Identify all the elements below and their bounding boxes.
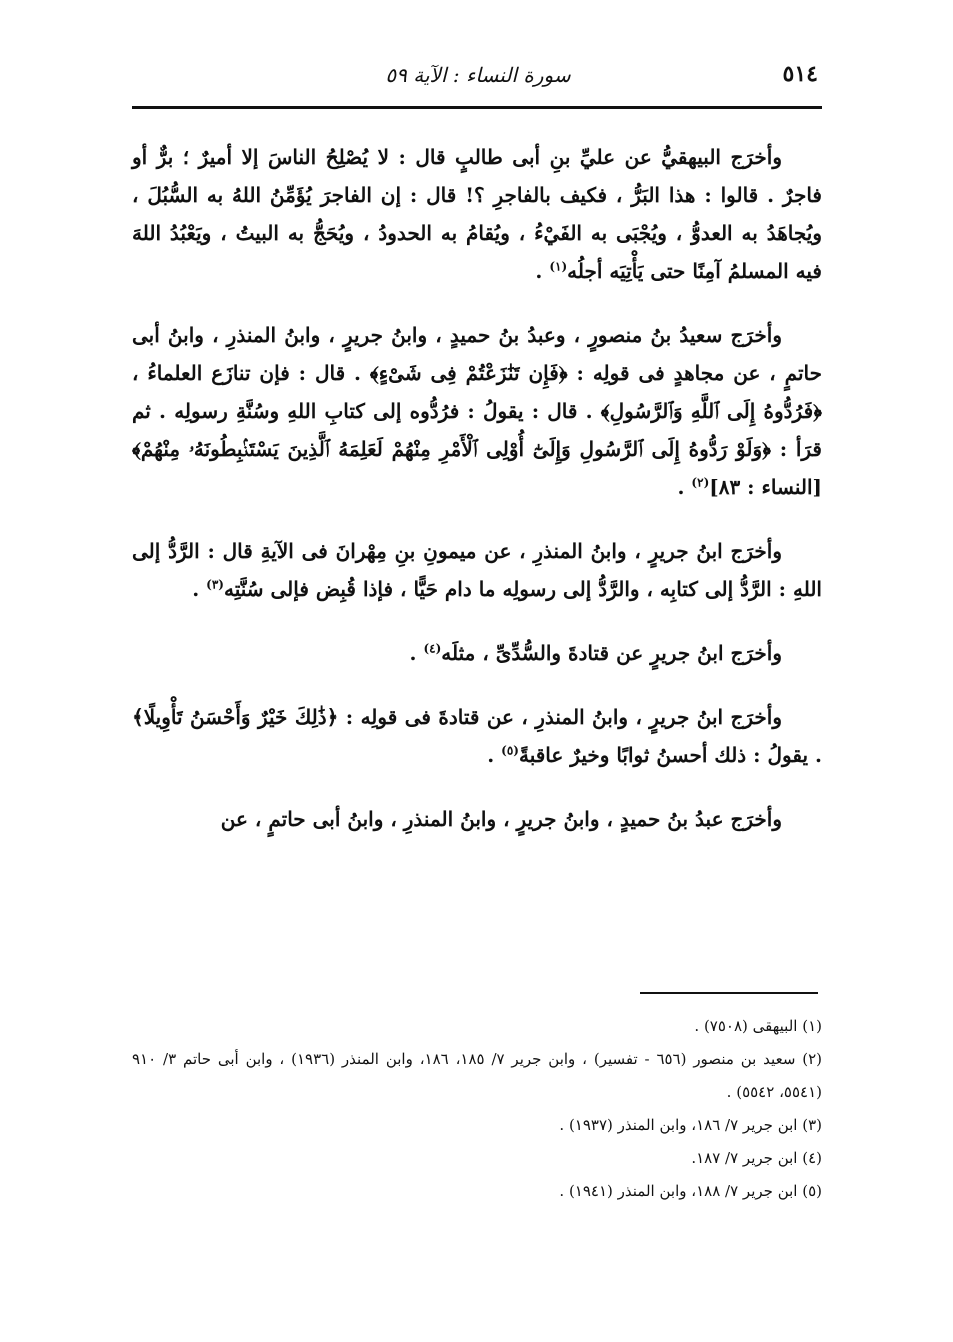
header-rule (132, 106, 822, 109)
footnote-marker: (٢) (691, 475, 710, 490)
footnote: (٤) ابن جرير ٧/ ١٨٧. (691, 1149, 822, 1167)
page-header (138, 55, 818, 99)
paragraph (132, 532, 822, 608)
footnote: (٣) ابن جرير ٧/ ١٨٦، وابن المنذر (١٩٣٧) . (559, 1116, 822, 1134)
paragraph-end: . (409, 641, 424, 665)
paragraph-text: وأخرَج البيهقيُّ عن عليِّ بنِ أبى طالبٍ قال : لا يُصْلِحُ الناسَ إلا أميرٌ ؛ برٌّ أو فاجرٌ . قالوا : هذا البَرُّ ، فكيف بالفاجرِ ؟! قال : إن الفاجرَ يُؤَمِّنُ اللهُ به السُّبُلَ ، ويُجاهَدُ به العدوُّ ، ويُجْبَى به الفَيْءُ ، ويُقامُ به الحدودُ ، ويُحَجُّ به البيتُ ، ويَعْبُدُ اللهَ فيه المسلمُ آمِنًا حتى يَأْتِيَه أجلُه (132, 145, 822, 283)
paragraph-text: وأخرَج سعيدُ بنُ منصورٍ ، وعبدُ بنُ حميدٍ ، وابنُ جريرٍ ، وابنُ المنذرِ ، وابنُ أبى حاتمٍ ، عن مجاهدٍ فى قولِه : ﴿فَإِن تَنَٰزَعْتُمْ فِى شَىْءٍ﴾ . قال : فإن تنازَع العلماءُ ، ﴿فَرُدُّوهُ إِلَى ٱللَّهِ وَٱلرَّسُولِ﴾ . قال : يقولُ : فرُدُّوه إلى كتابِ اللهِ وسُنَّةِ رسولِه . ثم قرَأ : ﴿وَلَوْ رَدُّوهُ إِلَى ٱلرَّسُولِ وَإِلَىٰٓ أُوْلِى ٱلْأَمْرِ مِنْهُمْ لَعَلِمَهُ ٱلَّذِينَ يَسْتَنۢبِطُونَهُۥ مِنْهُمْ﴾ [النساء : ٨٣] (132, 323, 822, 499)
main-text (132, 138, 822, 864)
paragraph-end: . (192, 577, 207, 601)
paragraph (132, 698, 822, 774)
running-title: سورة النساء : الآية ٥٩ (385, 63, 571, 87)
paragraph (132, 800, 822, 838)
footnote-marker: (٣) (206, 577, 224, 592)
paragraph-end: . (487, 743, 502, 767)
footnote-marker: (٤) (423, 641, 442, 656)
paragraph-text: وأخرَج ابنُ جريرٍ عن قتادةَ والسُّدِّىِّ ، مثلَه (441, 641, 782, 665)
paragraph (132, 634, 822, 672)
footnote-rule (640, 992, 818, 994)
page-number: ٥١٤ (782, 61, 818, 87)
footnotes (132, 1010, 822, 1208)
footnote: (٥) ابن جرير ٧/ ١٨٨، وابن المنذر (١٩٤١) . (559, 1182, 822, 1200)
footnote-marker: (١) (549, 259, 568, 274)
footnote: (٢) سعيد بن منصور (٦٥٦ - تفسير) ، وابن جرير ٧/ ١٨٥، ١٨٦، وابن المنذر (١٩٣٦) ، وابن أبى حاتم ٣/ ٩١٠ (٥٥٤١، ٥٥٤٢) . (132, 1050, 823, 1101)
paragraph-end: . (535, 259, 550, 283)
footnote: (١) البيهقى (٧٥٠٨) . (694, 1017, 822, 1035)
paragraph-end: . (677, 475, 692, 499)
footnote-marker: (٥) (501, 743, 519, 758)
paragraph (132, 316, 822, 506)
paragraph-text: وأخرَج عبدُ بنُ حميدٍ ، وابنُ جريرٍ ، وابنُ المنذرِ ، وابنُ أبى حاتمٍ ، عن (220, 807, 782, 831)
paragraph-text: وأخرَج ابنُ جريرٍ ، وابنُ المنذرِ ، عن ميمونِ بنِ مِهْرانَ فى الآيةِ قال : الرَّدُّ إلى اللهِ : الرَّدُّ إلى كتابِه ، والرَّدُّ إلى رسولِه ما دام حَيًّا ، فإذا قُبِض فإلى سُنَّتِه (132, 539, 822, 601)
paragraph (132, 138, 822, 290)
paragraph-text: وأخرَج ابنُ جريرٍ ، وابنُ المنذرِ ، عن قتادةَ فى قولِه : ﴿ذَٰلِكَ خَيْرٌ وَأَحْسَنُ تَأْوِيلًا﴾ . يقولُ : ذلك أحسنُ ثوابًا وخيرٌ عاقبةً (132, 705, 822, 767)
